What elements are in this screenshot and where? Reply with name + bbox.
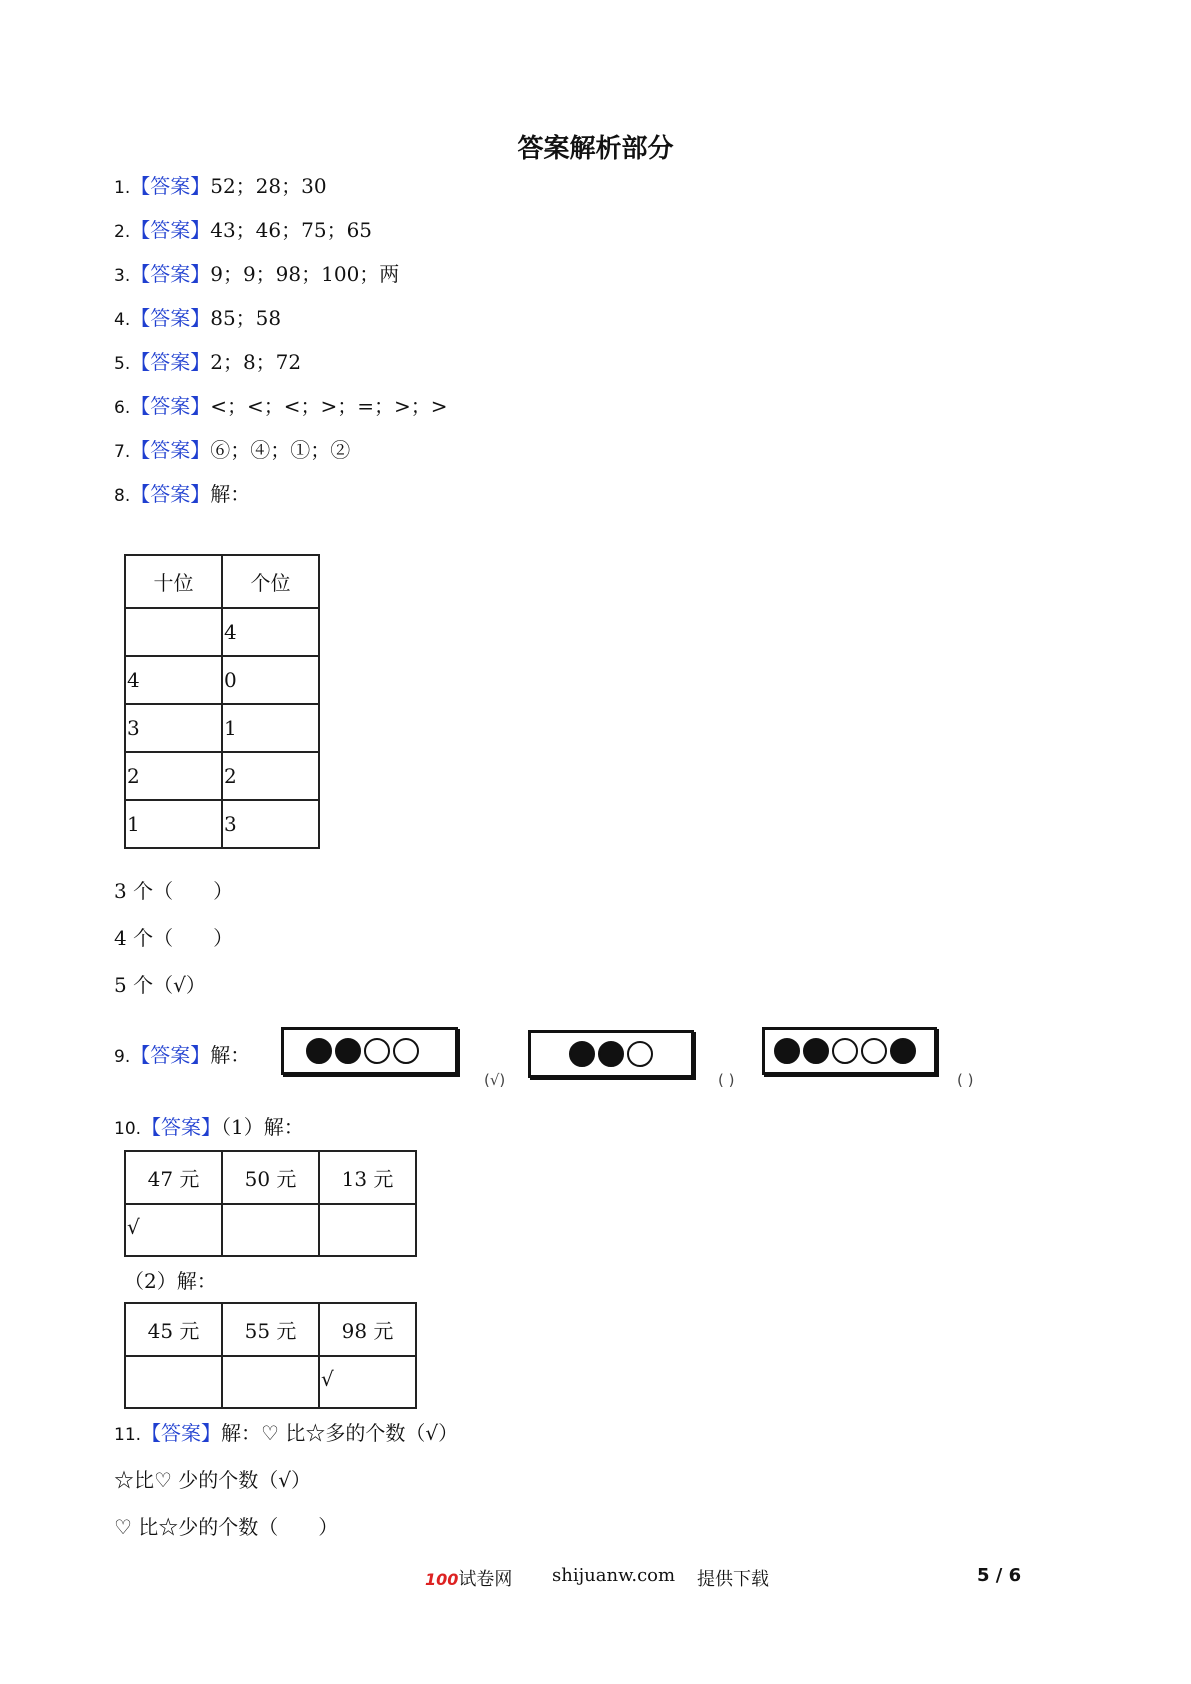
answer-text: 解： bbox=[210, 482, 251, 506]
table-header: 50 元 bbox=[222, 1151, 319, 1204]
answer-tag: 【答案】 bbox=[130, 1043, 211, 1067]
price-table-2 bbox=[124, 1302, 417, 1409]
answer-tag: 【答案】 bbox=[130, 394, 211, 418]
answer-line-7 bbox=[114, 435, 350, 465]
table-header: 45 元 bbox=[125, 1303, 222, 1356]
answer-tag: 【答案】 bbox=[141, 1115, 222, 1139]
answer-text: 9；9；98；100；两 bbox=[210, 262, 400, 286]
answer-line-9 bbox=[114, 1040, 250, 1070]
table-header: 98 元 bbox=[319, 1303, 416, 1356]
choice-mark: ( ) bbox=[718, 1071, 735, 1089]
choice-line: 4 个（ ） bbox=[114, 926, 234, 950]
footer-brand bbox=[425, 1565, 512, 1591]
page-number: 5 / 6 bbox=[977, 1565, 1022, 1586]
question-number: 1. bbox=[114, 178, 131, 198]
table-header: 十位 bbox=[125, 555, 222, 608]
place-value-table bbox=[124, 554, 320, 849]
table-header: 13 元 bbox=[319, 1151, 416, 1204]
footer-provide: 提供下载 bbox=[697, 1569, 769, 1590]
table-cell: 3 bbox=[222, 800, 319, 848]
table-cell: 2 bbox=[125, 752, 222, 800]
filled-circle-icon bbox=[335, 1038, 361, 1064]
dot-box bbox=[281, 1027, 458, 1075]
empty-circle-icon bbox=[364, 1038, 390, 1064]
question-number: 10. bbox=[114, 1119, 142, 1139]
question-number: 8. bbox=[114, 486, 131, 506]
answer-tag: 【答案】 bbox=[130, 438, 211, 462]
answer-tag: 【答案】 bbox=[130, 306, 211, 330]
table-cell: 1 bbox=[222, 704, 319, 752]
answer-tag: 【答案】 bbox=[130, 350, 211, 374]
answer-tag: 【答案】 bbox=[130, 218, 211, 242]
answer-tag: 【答案】 bbox=[130, 482, 211, 506]
filled-circle-icon bbox=[569, 1041, 595, 1067]
answer-tag: 【答案】 bbox=[141, 1421, 222, 1445]
answer-line-3 bbox=[114, 259, 399, 289]
table-cell bbox=[125, 608, 222, 656]
filled-circle-icon bbox=[306, 1038, 332, 1064]
table-header: 47 元 bbox=[125, 1151, 222, 1204]
filled-circle-icon bbox=[598, 1041, 624, 1067]
answer-text: <；<；<；>；=；>；> bbox=[210, 394, 448, 418]
answer-text: 解：♡ 比☆多的个数（√） bbox=[221, 1421, 459, 1445]
answer-line-1 bbox=[114, 171, 327, 201]
footer-url[interactable]: shijuanw.com bbox=[552, 1565, 676, 1586]
table-cell: √ bbox=[125, 1204, 222, 1256]
filled-circle-icon bbox=[803, 1038, 829, 1064]
answer-line-6 bbox=[114, 391, 448, 421]
table-cell bbox=[222, 1356, 319, 1408]
answer-text: 解： bbox=[210, 1043, 251, 1067]
comparison-line: ♡ 比☆少的个数（ ） bbox=[114, 1515, 339, 1539]
table-cell: 0 bbox=[222, 656, 319, 704]
table-cell: √ bbox=[319, 1356, 416, 1408]
empty-circle-icon bbox=[861, 1038, 887, 1064]
table-cell bbox=[319, 1204, 416, 1256]
empty-circle-icon bbox=[832, 1038, 858, 1064]
site-name: 试卷网 bbox=[458, 1569, 513, 1590]
answer-text: 2；8；72 bbox=[210, 350, 302, 374]
question-number: 11. bbox=[114, 1425, 142, 1445]
answer-text: 52；28；30 bbox=[210, 174, 327, 198]
filled-circle-icon bbox=[890, 1038, 916, 1064]
question-number: 9. bbox=[114, 1047, 131, 1067]
table-cell: 1 bbox=[125, 800, 222, 848]
table-cell: 2 bbox=[222, 752, 319, 800]
choice-mark: (√) bbox=[484, 1071, 506, 1089]
choice-line: 5 个（√） bbox=[114, 973, 206, 997]
answer-tag: 【答案】 bbox=[130, 262, 211, 286]
answer-line-5 bbox=[114, 347, 301, 377]
table-header: 55 元 bbox=[222, 1303, 319, 1356]
answer-line-2 bbox=[114, 215, 372, 245]
table-header: 个位 bbox=[222, 555, 319, 608]
comparison-line: ☆比♡ 少的个数（√） bbox=[114, 1468, 312, 1492]
choice-line: 3 个（ ） bbox=[114, 879, 234, 903]
answer-text: ⑥；④；①；② bbox=[210, 438, 351, 462]
table-cell bbox=[222, 1204, 319, 1256]
answer-text: 85；58 bbox=[210, 306, 282, 330]
filled-circle-icon bbox=[774, 1038, 800, 1064]
answer-line-10 bbox=[114, 1112, 304, 1142]
part-label: （2）解： bbox=[124, 1269, 217, 1293]
dot-box bbox=[528, 1030, 694, 1078]
question-number: 2. bbox=[114, 222, 131, 242]
choice-mark: ( ) bbox=[957, 1071, 974, 1089]
question-number: 7. bbox=[114, 442, 131, 462]
empty-circle-icon bbox=[627, 1041, 653, 1067]
question-number: 4. bbox=[114, 310, 131, 330]
answer-line-8 bbox=[114, 479, 250, 509]
table-cell: 4 bbox=[125, 656, 222, 704]
answer-text: 43；46；75；65 bbox=[210, 218, 373, 242]
table-cell bbox=[125, 1356, 222, 1408]
table-cell: 3 bbox=[125, 704, 222, 752]
dot-box bbox=[762, 1027, 937, 1075]
answer-text: （1）解： bbox=[221, 1115, 304, 1139]
question-number: 5. bbox=[114, 354, 131, 374]
empty-circle-icon bbox=[393, 1038, 419, 1064]
question-number: 3. bbox=[114, 266, 131, 286]
answer-tag: 【答案】 bbox=[130, 174, 211, 198]
answer-line-4 bbox=[114, 303, 281, 333]
table-cell: 4 bbox=[222, 608, 319, 656]
page-title: 答案解析部分 bbox=[517, 134, 674, 164]
site-logo: 100 bbox=[425, 1570, 459, 1589]
price-table-1 bbox=[124, 1150, 417, 1257]
answer-line-11 bbox=[114, 1418, 458, 1448]
question-number: 6. bbox=[114, 398, 131, 418]
